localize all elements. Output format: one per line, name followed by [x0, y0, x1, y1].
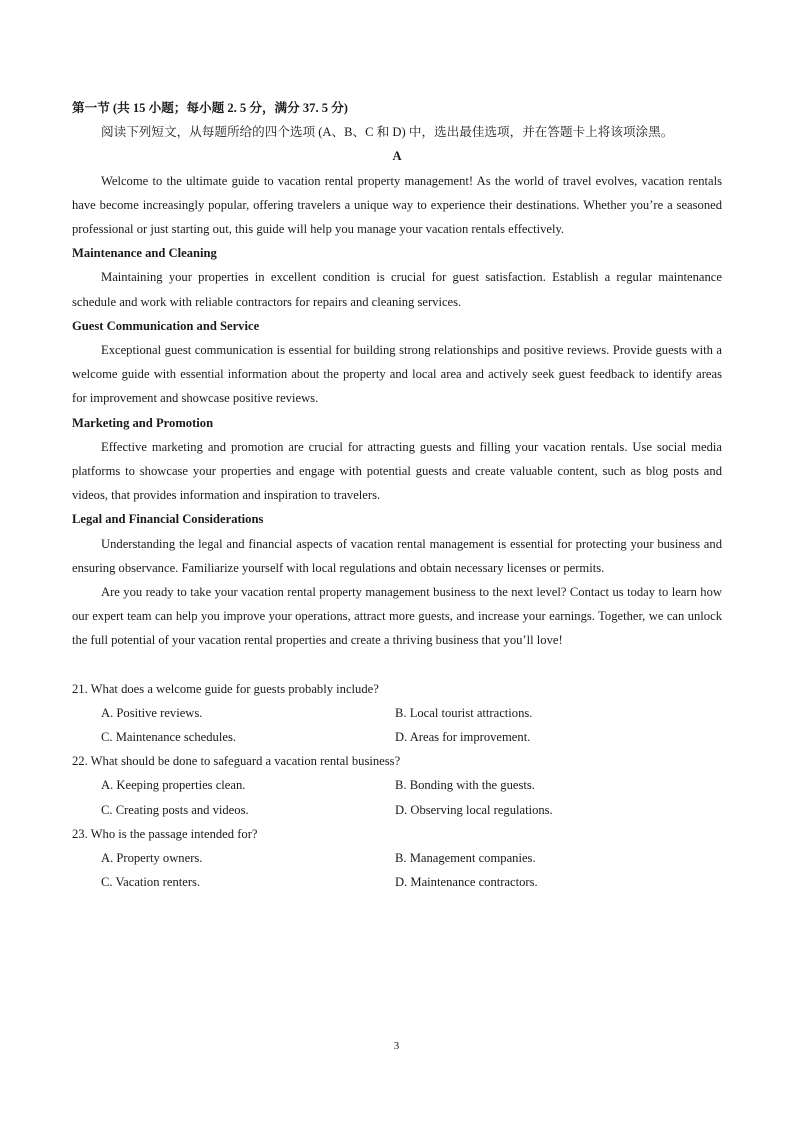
passage-closing: Are you ready to take your vacation rental property management business to the next level? Contact us today to learn how our expert team can help you improve your operations, attract more guests, and increase your earnings. Together, we can unlock the full potential of your vacation rental properties and create a thriving business that you’ll love! [72, 585, 722, 648]
question-stem: 21. What does a welcome guide for guests probably include? [72, 681, 379, 696]
option-d[interactable]: D. Observing local regulations. [395, 802, 553, 817]
page-number: 3 [393, 1040, 400, 1052]
section-header: 第一节 (共 15 小题；每小题 2. 5 分，满分 37. 5 分) [72, 101, 349, 115]
question-23 [72, 822, 722, 895]
option-row [72, 773, 722, 797]
question-stem: 23. Who is the passage intended for? [72, 826, 258, 841]
option-b[interactable]: B. Bonding with the guests. [395, 778, 535, 793]
body-guest-communication: Exceptional guest communication is essential for building strong relationships and positive reviews. Provide guests with a welcome guide with essential information about the property and local area and actively seek guest feedback to identify areas for improvement and showcase positive reviews. [72, 343, 722, 406]
heading-maintenance: Maintenance and Cleaning [72, 246, 217, 261]
question-stem: 22. What should be done to safeguard a vacation rental business? [72, 754, 401, 769]
option-a[interactable]: A. Positive reviews. [101, 705, 203, 720]
passage-intro: Welcome to the ultimate guide to vacation rental property management! As the world of travel evolves, vacation rentals have become increasingly popular, offering travelers a unique way to experience their destinations. Whether you’re a seasoned professional or just starting out, this guide will help you manage your vacation rentals effectively. [72, 173, 722, 237]
body-maintenance: Maintaining your properties in excellent condition is crucial for guest satisfaction. Establish a regular maintenance schedule and work with reliable contractors for repairs and cleaning services. [72, 270, 722, 309]
option-b[interactable]: B. Management companies. [395, 851, 536, 866]
question-22 [72, 749, 722, 822]
section-instruction: 阅读下列短文，从每题所给的四个选项 (A、B、C 和 D) 中，选出最佳选项，并在答题卡上将该项涂黑。 [101, 125, 674, 140]
question-21 [72, 677, 722, 750]
option-row [72, 870, 722, 894]
heading-guest-communication: Guest Communication and Service [72, 318, 260, 333]
heading-legal: Legal and Financial Considerations [72, 512, 264, 527]
passage-label: A [392, 149, 402, 164]
exam-page [72, 96, 722, 895]
option-a[interactable]: A. Keeping properties clean. [101, 778, 246, 793]
heading-marketing: Marketing and Promotion [72, 415, 214, 430]
option-a[interactable]: A. Property owners. [101, 851, 203, 866]
option-row [72, 725, 722, 749]
option-d[interactable]: D. Maintenance contractors. [395, 875, 538, 890]
option-d[interactable]: D. Areas for improvement. [395, 730, 531, 745]
option-c[interactable]: C. Vacation renters. [101, 875, 201, 890]
option-b[interactable]: B. Local tourist attractions. [395, 705, 533, 720]
option-c[interactable]: C. Maintenance schedules. [101, 730, 236, 745]
option-c[interactable]: C. Creating posts and videos. [101, 802, 249, 817]
body-marketing: Effective marketing and promotion are crucial for attracting guests and filling your vacation rentals. Use social media platforms to showcase your properties and engage with potential guests and create valuable content, such as blog posts and videos, that provides information and inspiration to travelers. [72, 439, 722, 503]
option-row [72, 701, 722, 725]
option-row [72, 798, 722, 822]
option-row [72, 846, 722, 870]
body-legal: Understanding the legal and financial aspects of vacation rental management is essential for protecting your business and ensuring observance. Familiarize yourself with local regulations and obtain necessary licenses or permits. [72, 536, 722, 575]
question-list [72, 677, 722, 895]
